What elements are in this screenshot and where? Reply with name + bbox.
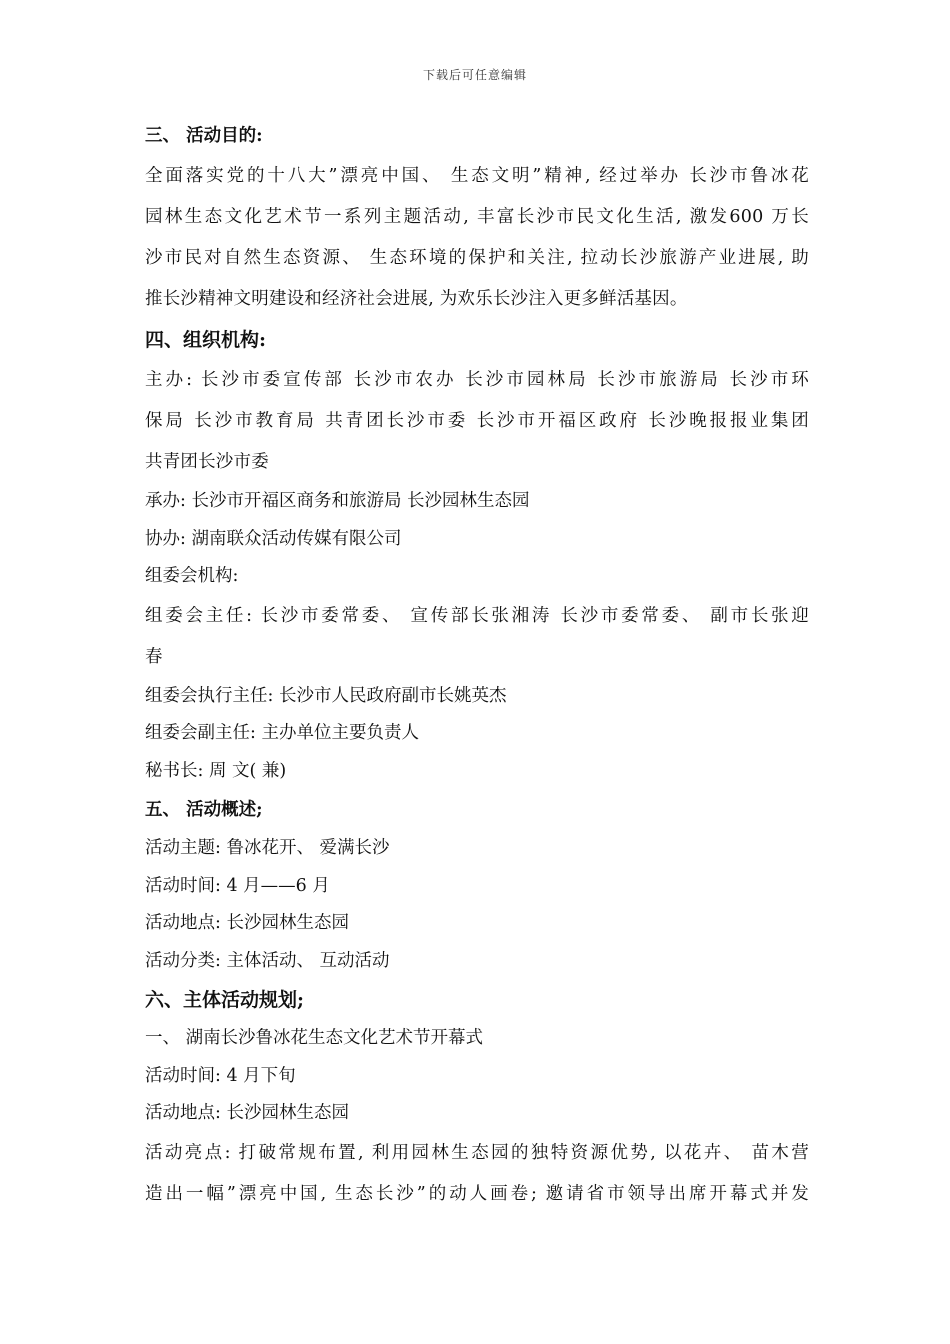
organizer-line: 承办: 长沙市开福区商务和旅游局 长沙园林生态园 [145, 491, 530, 511]
item-1-time: 活动时间: 4 月下旬 [145, 1065, 296, 1086]
host-line: 主办: 长沙市委宣传部 长沙市农办 长沙市园林局 长沙市旅游局 长沙市环 [145, 370, 809, 390]
director-line: 组委会主任: 长沙市委常委、 宣传部长张湘涛 长沙市委常委、 副市长张迎 [145, 605, 809, 626]
section-3-heading: 三、 活动目的: [145, 126, 263, 146]
secretary-line: 秘书长: 周 文( 兼) [145, 760, 287, 781]
item-1-title: 一、 湖南长沙鲁冰花生态文化艺术节开幕式 [145, 1028, 484, 1048]
document-body [145, 116, 809, 1215]
section-5-heading: 五、 活动概述; [145, 800, 263, 820]
item-1-highlight [145, 1133, 809, 1215]
section-4-heading: 四、组织机构: [145, 329, 267, 351]
committee-line: 组委会机构: [145, 566, 239, 586]
paragraph-line: 园林生态文化艺术节一系列主题活动, 丰富长沙市民文化生活, 激发600 万长 [145, 207, 809, 227]
paragraph-line: 全面落实党的十八大”漂亮中国、 生态文明”精神, 经过举办 长沙市鲁冰花 [145, 166, 809, 186]
vice-director-line: 组委会副主任: 主办单位主要负责人 [145, 723, 419, 743]
time-line: 活动时间: 4 月——6 月 [145, 875, 330, 896]
paragraph-line: 推长沙精神文明建设和经济社会进展, 为欢乐长沙注入更多鲜活基因。 [145, 289, 688, 309]
highlight-line: 活动亮点: 打破常规布置, 利用园林生态园的独特资源优势, 以花卉、 苗木营 [145, 1142, 809, 1163]
director-paragraph [145, 596, 809, 678]
co-organizer-line: 协办: 湖南联众活动传媒有限公司 [145, 528, 402, 549]
section-3-paragraph [145, 156, 809, 320]
exec-director-line: 组委会执行主任: 长沙市人民政府副市长姚英杰 [145, 685, 507, 706]
host-line: 保局 长沙市教育局 共青团长沙市委 长沙市开福区政府 长沙晚报报业集团 [145, 411, 809, 431]
host-line: 共青团长沙市委 [145, 452, 269, 472]
director-line: 春 [145, 646, 163, 667]
host-paragraph [145, 360, 809, 483]
header-note: 下载后可任意编辑 [422, 68, 527, 82]
place-line: 活动地点: 长沙园林生态园 [145, 913, 349, 933]
theme-line: 活动主题: 鲁冰花开、 爱满长沙 [145, 838, 390, 858]
paragraph-line: 沙市民对自然生态资源、 生态环境的保护和关注, 拉动长沙旅游产业进展, 助 [145, 248, 809, 268]
item-1-place: 活动地点: 长沙园林生态园 [145, 1103, 349, 1123]
section-6-heading: 六、主体活动规划; [145, 989, 305, 1011]
highlight-line: 造出一幅”漂亮中国, 生态长沙”的动人画卷; 邀请省市领导出席开幕式并发 [145, 1183, 809, 1204]
category-line: 活动分类: 主体活动、 互动活动 [145, 950, 390, 971]
